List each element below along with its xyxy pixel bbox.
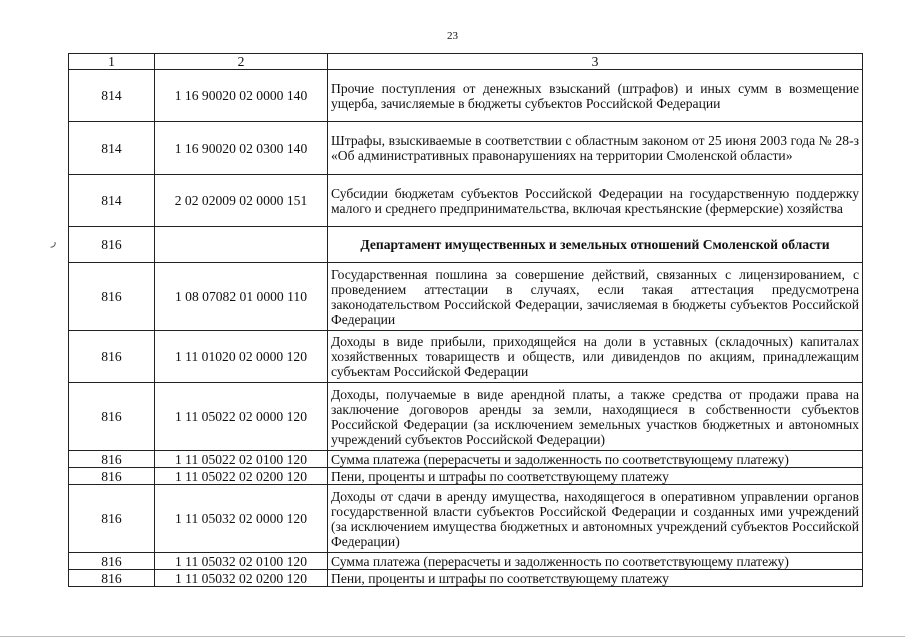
page-number: 23 [447, 30, 458, 42]
description-cell: Штрафы, взыскиваемые в соответствии с областным законом от 25 июня 2003 года № 28-з «Об административных правонарушениях на территории Смоленской области» [328, 122, 863, 175]
description-cell: Субсидии бюджетам субъектов Российской Федерации на государственную поддержку малого и среднего предпринимательства, включая крестьянские (фермерские) хозяйства [328, 175, 863, 227]
revenue-classification-table [51, 53, 863, 587]
description-cell: Государственная пошлина за совершение действий, связанных с лицензированием, с проведением аттестации в случаях, если такая аттестация предусмотрена законодательством Российской Федерации, зачисляемая в бюджеты субъектов Российской Федерации [328, 263, 863, 331]
description-cell: Доходы от сдачи в аренду имущества, находящегося в оперативном управлении органов государственной власти субъектов Российской Федерации и созданных ими учреждений (за исключением имущества бюджетных и автономных учреждений субъектов Российской Федерации) [328, 485, 863, 553]
page-bottom-rule [0, 636, 905, 637]
department-title: Департамент имущественных и земельных отношений Смоленской области [328, 227, 863, 263]
table-row [69, 70, 863, 122]
admin-code-cell: 816 [69, 383, 155, 451]
admin-code-cell: 814 [69, 175, 155, 227]
kbk-cell: 1 11 05032 02 0100 120 [155, 553, 328, 570]
table-row [69, 570, 863, 587]
table-row [69, 553, 863, 570]
admin-code-cell: 816 [69, 263, 155, 331]
admin-code-cell: 816 [69, 331, 155, 383]
admin-code-cell: 816 [69, 468, 155, 485]
description-cell: Сумма платежа (перерасчеты и задолженность по соответствующему платежу) [328, 451, 863, 468]
admin-code-cell: 816 [69, 485, 155, 553]
kbk-cell: 1 11 05022 02 0100 120 [155, 451, 328, 468]
table-row [69, 263, 863, 331]
admin-code-cell [51, 227, 155, 263]
description-cell: Пени, проценты и штрафы по соответствующему платежу [328, 468, 863, 485]
kbk-cell: 1 11 05022 02 0000 120 [155, 383, 328, 451]
section-row [69, 227, 863, 263]
table-header-row [69, 54, 863, 70]
admin-code-cell: 814 [69, 122, 155, 175]
table-row [69, 451, 863, 468]
description-cell: Доходы, получаемые в виде арендной платы, а также средства от продажи права на заключение договоров аренды за земли, находящиеся в собственности субъектов Российской Федерации (за исключением земельных участков бюджетных и автономных учреждений субъектов Российской Федерации) [328, 383, 863, 451]
admin-code-cell: 816 [69, 553, 155, 570]
table-row [69, 122, 863, 175]
admin-code-cell: 814 [69, 70, 155, 122]
description-cell: Прочие поступления от денежных взысканий (штрафов) и иных сумм в возмещение ущерба, зачисляемые в бюджеты субъектов Российской Федерации [328, 70, 863, 122]
admin-code-cell: 816 [69, 451, 155, 468]
description-cell: Сумма платежа (перерасчеты и задолженность по соответствующему платежу) [328, 553, 863, 570]
kbk-cell: 1 11 05032 02 0000 120 [155, 485, 328, 553]
kbk-cell: 1 11 01020 02 0000 120 [155, 331, 328, 383]
table-row [69, 331, 863, 383]
handwritten-mark: ر [51, 236, 57, 248]
column-header-kbk: 2 [155, 54, 328, 70]
kbk-cell: 2 02 02009 02 0000 151 [155, 175, 328, 227]
table-row [69, 485, 863, 553]
kbk-cell: 1 11 05032 02 0200 120 [155, 570, 328, 587]
description-cell: Доходы в виде прибыли, приходящейся на доли в уставных (складочных) капиталах хозяйственных товариществ и обществ, или дивидендов по акциям, принадлежащим субъектам Российской Федерации [328, 331, 863, 383]
table-row [69, 383, 863, 451]
column-header-description: 3 [328, 54, 863, 70]
admin-code-value: 816 [101, 237, 122, 252]
table-row [69, 468, 863, 485]
description-cell: Пени, проценты и штрафы по соответствующему платежу [328, 570, 863, 587]
column-header-admin-code: 1 [69, 54, 155, 70]
admin-code-cell: 816 [69, 570, 155, 587]
kbk-cell: 1 16 90020 02 0000 140 [155, 70, 328, 122]
kbk-cell: 1 16 90020 02 0300 140 [155, 122, 328, 175]
kbk-cell: 1 08 07082 01 0000 110 [155, 263, 328, 331]
table-row [69, 175, 863, 227]
kbk-cell: 1 11 05022 02 0200 120 [155, 468, 328, 485]
kbk-cell [155, 227, 328, 263]
